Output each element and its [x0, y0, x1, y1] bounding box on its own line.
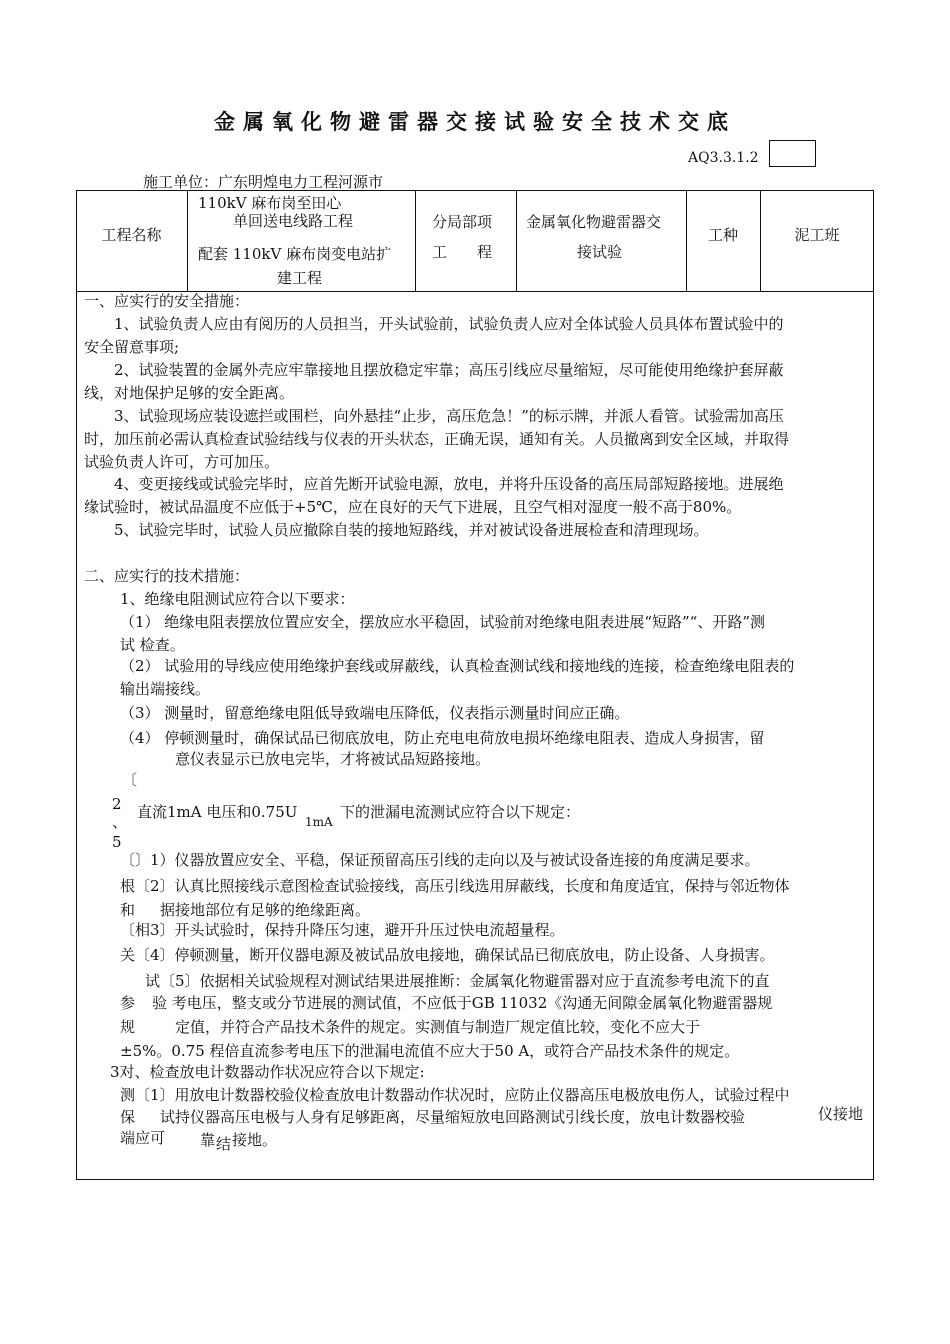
column-divider — [187, 190, 188, 291]
column-divider — [415, 190, 416, 291]
column-divider — [516, 190, 517, 291]
body-line: 关〔4〕停顿测量，断开仪器电源及被试品放电接地，确保试品已彻底放电，防止设备、人身损害。 — [120, 946, 775, 964]
body-line: 1、试验负责人应由有阅历的人员担当，开头试验前，试验负责人应对全体试验人员具体布置试验中的 — [84, 315, 784, 333]
division-value-line: 接试验 — [577, 243, 623, 261]
body-line: 测〔1〕用放电计数器校验仪检查放电计数器动作状况时，应防止仪器高压电极放电伤人，试验过程中 — [120, 1086, 790, 1104]
body-line: ±5%。0.75 程倍直流参考电压下的泄漏电流值不应大于50 A，或符合产品技术条件的规定。 — [120, 1042, 740, 1060]
body-line: 直流1mA 电压和0.75U — [137, 803, 298, 821]
side-char: 保 — [120, 1108, 136, 1126]
body-line: 5、试验完毕时，试验人员应撤除自装的接地短路线，并对被试设备进展检查和清理现场。 — [84, 521, 709, 539]
body-line: 3对、检查放电计数器动作状况应符合以下规定: — [110, 1063, 425, 1081]
project-name-line: 建工程 — [277, 269, 323, 287]
body-line: 根〔2〕认真比照接线示意图检查试验接线，高压引线选用屏蔽线，长度和角度适宜，保持与邻近物体 — [120, 877, 790, 895]
side-char: 5 — [112, 833, 122, 851]
side-char: 2 — [112, 795, 122, 813]
body-line: 缘试验时，被试品温度不应低于+5℃，应在良好的天气下进展，且空气相对湿度一般不高于80%。 — [84, 498, 742, 516]
project-name-line: 110kV 麻布岗至田心 — [198, 194, 342, 212]
body-line: 试〔5〕依据相关试验规程对测试结果进展推断：金属氧化物避雷器对应于直流参考电流下的直 — [145, 972, 770, 990]
body-line: 1、绝缘电阻测试应符合以下要求： — [90, 590, 355, 608]
trade-value: 泥工班 — [794, 226, 840, 244]
body-line: （1） 绝缘电阻表摆放位置应安全，摆放应水平稳固，试验前对绝缘电阻表进展“短路”“、开路”测 — [120, 613, 765, 631]
project-name-label: 工程名称 — [101, 226, 162, 244]
code-box — [769, 140, 816, 167]
body-line: 时，加压前必需认真检查试验结线与仪表的开头状态，正确无误，通知有关。人员撤离到安全区域，并取得 — [84, 430, 790, 448]
side-char: 规 — [120, 1018, 136, 1036]
body-line: 验 考电压，整支或分节进展的测试值，不应低于GB 11032《沟通无间隙金属氧化物避雷器规 — [152, 994, 773, 1012]
body-line: 〔〕1）仪器放置应安全、平稳，保证预留高压引线的走向以及与被试设备连接的角度满足要求。 — [120, 851, 760, 869]
division-value-line: 金属氧化物避雷器交 — [526, 213, 662, 231]
division-label-line: 工 程 — [432, 243, 493, 261]
division-label-line: 分局部项 — [432, 213, 493, 231]
body-line: （2） 试验用的导线应使用绝缘护套线或屏蔽线，认真检查测试线和接地线的连接，检查绝缘电阻表的 — [120, 657, 795, 675]
side-char: 端应可 — [120, 1129, 166, 1147]
subscript: 1mA — [305, 815, 333, 829]
construction-unit: 施工单位：广东明煌电力工程河源市 — [143, 173, 384, 191]
side-char: 、 — [112, 813, 128, 831]
project-name-line: 单回送电线路工程 — [233, 212, 354, 230]
side-char: 〔 — [122, 771, 138, 789]
body-line: 据接地部位有足够的绝缘距离。 — [160, 901, 371, 919]
section-heading: 二、应实行的技术措施： — [84, 567, 250, 585]
body-line: 定值，并符合产品技术条件的规定。实测值与制造厂规定值比较，变化不应大于 — [175, 1018, 701, 1036]
body-line: 试验负责人许可，方可加压。 — [84, 453, 280, 471]
body-line: 下的泄漏电流测试应符合以下规定： — [340, 803, 581, 821]
body-line: 接地。 — [232, 1131, 278, 1149]
document-code: AQ3.3.1.2 — [688, 150, 759, 166]
body-line: 4、变更接线或试验完毕时，应首先断开试验电源，放电，并将升压设备的高压局部短路接地。进展绝 — [84, 475, 784, 493]
side-char: 和 — [120, 901, 136, 919]
body-line: 3、试验现场应装设遮拦或围栏，向外悬挂“止步，高压危急！”的标示牌，并派人看管。试验需加高压 — [84, 407, 784, 425]
body-line: （3） 测量时，留意绝缘电阻低导致端电压降低，仪表指示测量时间应正确。 — [120, 704, 630, 722]
section-heading: 一、应实行的安全措施： — [84, 292, 250, 310]
body-line: 意仪表显示已放电完毕，才将被试品短路接地。 — [175, 750, 491, 768]
body-line: 线，对地保护足够的安全距离。 — [84, 384, 295, 402]
body-line: 仪接地 — [818, 1105, 864, 1123]
project-name-line: 配套 110kV 麻布岗变电站扩 — [198, 245, 392, 263]
document-title: 金属氧化物避雷器交接试验安全技术交底 — [214, 109, 736, 134]
body-line: 输出端接线。 — [120, 680, 211, 698]
body-line: 2、试验装置的金属外壳应牢靠接地且摆放稳定牢靠；高压引线应尽量缩短，尽可能使用绝缘护套屏蔽 — [84, 361, 784, 379]
body-line: 〔相3〕开头试验时，保持升降压匀速，避开升压过快电流超量程。 — [120, 921, 565, 939]
body-line: 试 检查。 — [120, 636, 185, 654]
body-line: 试持仪器高压电极与人身有足够距离，尽量缩短放电回路测试引线长度，放电计数器校验 — [160, 1108, 746, 1126]
body-line: （4） 停顿测量时，确保试品已彻底放电，防止充电电荷放电损坏绝缘电阻表、造成人身损害，留 — [120, 729, 765, 747]
side-char: 参 — [120, 994, 136, 1012]
side-char: 结 — [216, 1135, 232, 1153]
trade-label: 工种 — [707, 226, 738, 244]
side-char: 靠 — [200, 1131, 216, 1149]
body-line: 安全留意事项; — [84, 338, 180, 356]
